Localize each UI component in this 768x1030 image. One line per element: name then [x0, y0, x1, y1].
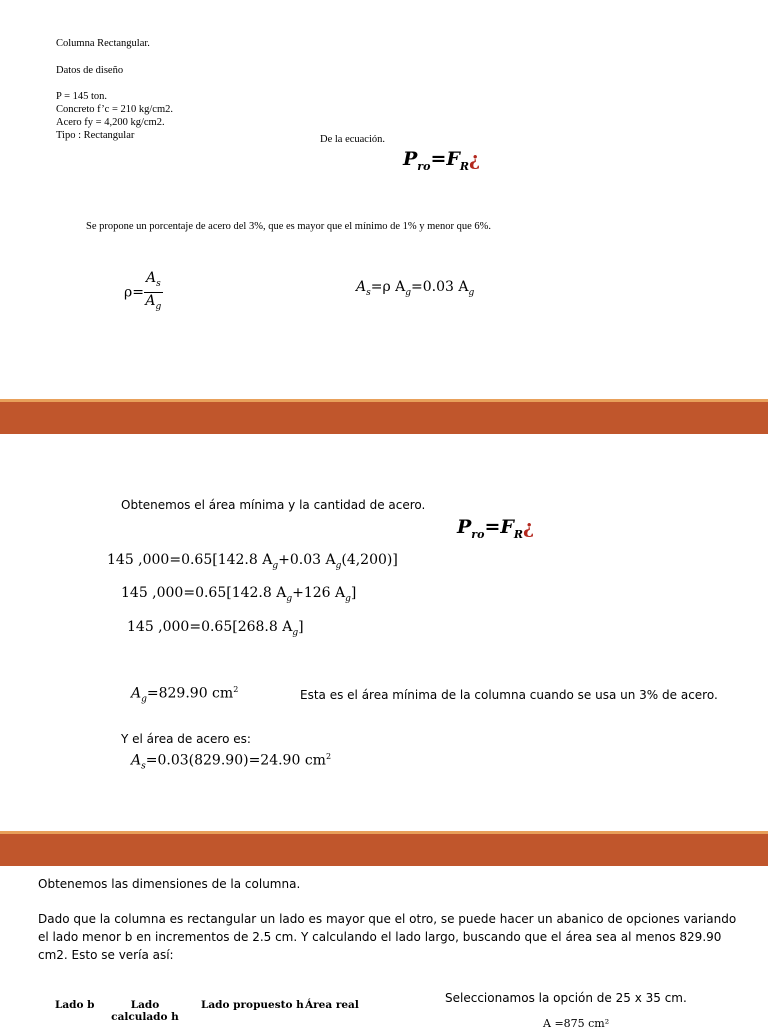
section-divider-band-2	[0, 831, 768, 866]
design-data-heading: Datos de diseño	[56, 65, 124, 76]
section3-paragraph: Dado que la columna es rectangular un lado es mayor que el otro, se puede hacer un abanico de opciones variando el lado menor b en incrementos de 2.5 cm. Y calculando el lado largo, buscando que el área sea al menos 829.90 cm2. Esto se vería así:	[38, 912, 737, 962]
document-title: Columna Rectangular.	[56, 38, 150, 49]
as-rho-equation: $A_s=\rho$ $A_g=0.03$ $A_g$	[356, 279, 475, 298]
design-steel: Acero fy = 4,200 kg/cm2.	[56, 117, 165, 128]
ag-result: $A_g=829.90$ $cm^2$	[131, 685, 239, 705]
design-concrete: Concreto f’c = 210 kg/cm2.	[56, 104, 174, 115]
rho-equation: ρ= $\frac{A_s}{A_g}$	[124, 270, 162, 312]
table-header-lado-calculado: Lado calculado h	[111, 999, 179, 1023]
table-header-lado-b: Lado b	[55, 999, 95, 1011]
pro-equation-top: $P_{ro}=F_R¿$	[403, 148, 481, 173]
design-load: P = 145 ton.	[56, 91, 108, 102]
steel-proposal-text: Se propone un porcentaje de acero del 3%, que es mayor que el mínimo de 1% y menor que 6%.	[86, 221, 491, 232]
equation-line-1: 145 ,000=0.65[142.8 $A_g+0.03$ $A_g(4,200)$]	[107, 552, 398, 571]
table-header-lado-propuesto: Lado propuesto h	[201, 999, 304, 1011]
as-result: $A_s=0.03(829.90)=24.90$ $cm^2$	[131, 752, 332, 772]
equation-label: De la ecuación.	[320, 134, 386, 145]
section2-heading: Obtenemos el área mínima y la cantidad de acero.	[121, 498, 426, 512]
ag-note: Esta es el área mínima de la columna cuando se usa un 3% de acero.	[300, 688, 718, 702]
section3-heading: Obtenemos las dimensiones de la columna.	[38, 877, 301, 891]
partial-area-equation: A =875 cm²	[543, 1017, 610, 1030]
table-header-area-real: Área real	[305, 999, 359, 1011]
pro-equation-section2: $P_{ro}=F_R¿$	[457, 516, 535, 541]
section-divider-band	[0, 399, 768, 434]
selection-text: Seleccionamos la opción de 25 x 35 cm.	[445, 991, 687, 1005]
steel-area-heading: Y el área de acero es:	[121, 732, 251, 746]
design-type: Tipo : Rectangular	[56, 130, 135, 141]
equation-line-2: 145 ,000=0.65[142.8 $A_g+126$ $A_g$]	[121, 585, 357, 604]
equation-line-3: 145 ,000=0.65[268.8 $A_g$]	[127, 619, 304, 638]
